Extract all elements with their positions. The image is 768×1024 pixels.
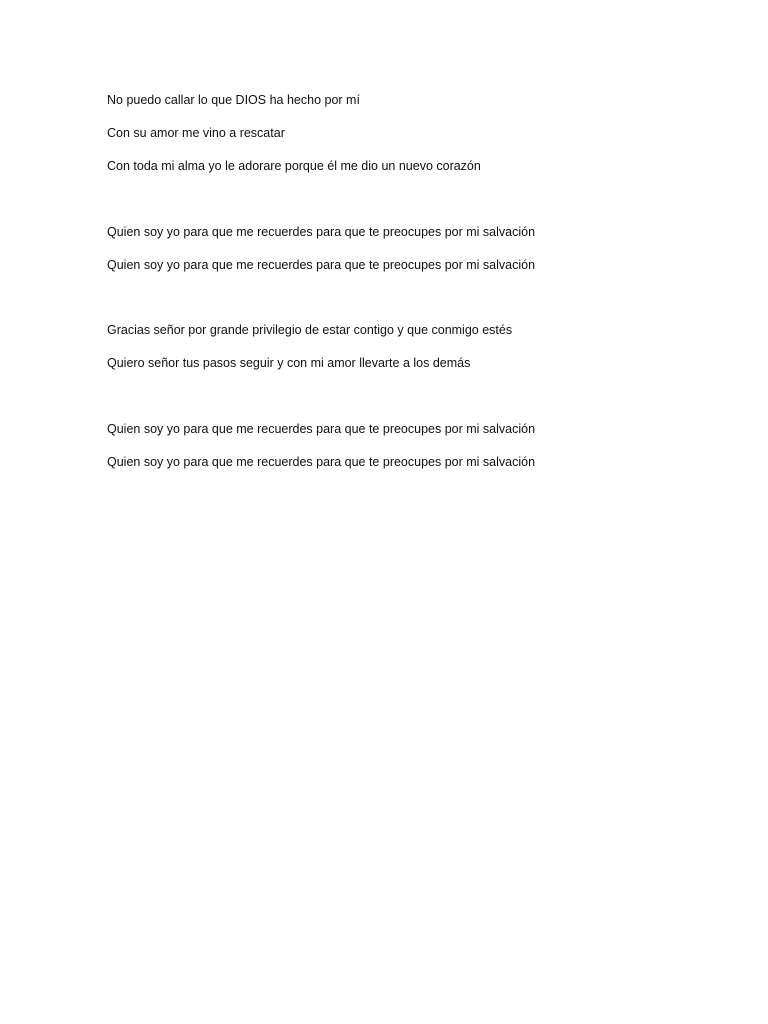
lyric-line: Quien soy yo para que me recuerdes para que te preocupes por mi salvación bbox=[107, 258, 536, 272]
lyric-line: Quien soy yo para que me recuerdes para que te preocupes por mi salvación bbox=[107, 225, 536, 239]
lyric-line: Quien soy yo para que me recuerdes para que te preocupes por mi salvación bbox=[107, 422, 536, 436]
lyric-line: Con toda mi alma yo le adorare porque él me dio un nuevo corazón bbox=[107, 159, 481, 173]
lyric-line: No puedo callar lo que DIOS ha hecho por mí bbox=[107, 93, 360, 107]
lyric-line: Quiero señor tus pasos seguir y con mi amor llevarte a los demás bbox=[107, 356, 471, 370]
lyric-line: Con su amor me vino a rescatar bbox=[107, 126, 285, 140]
lyric-line: Gracias señor por grande privilegio de estar contigo y que conmigo estés bbox=[107, 323, 513, 337]
lyric-line: Quien soy yo para que me recuerdes para que te preocupes por mi salvación bbox=[107, 455, 536, 469]
